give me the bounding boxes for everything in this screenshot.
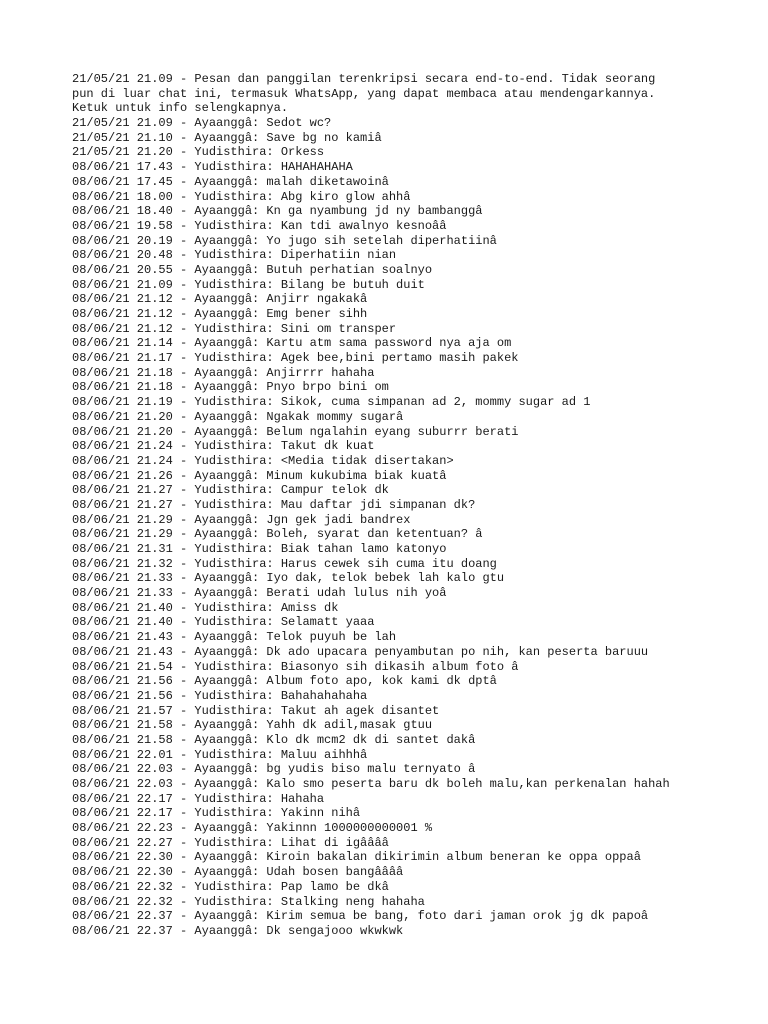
- chat-line: 08/06/21 21.12 - Yudisthira: Sini om transper: [72, 321, 397, 336]
- chat-line: 08/06/21 22.03 - Ayaanggâ: Kalo smo peserta baru dk boleh malu,kan perkenalan hahah: [72, 777, 670, 791]
- chat-line: 08/06/21 21.57 - Yudisthira: Takut ah agek disantet: [72, 703, 440, 718]
- chat-line: 08/06/21 21.29 - Ayaanggâ: Boleh, syarat dan ketentuan? â: [72, 527, 483, 542]
- chat-line: 08/06/21 21.33 - Ayaanggâ: Iyo dak, telok bebek lah kalo gtu: [72, 571, 505, 586]
- chat-line: 08/06/21 21.18 - Ayaanggâ: Pnyo brpo bini om: [72, 380, 389, 395]
- chat-line: 08/06/21 22.37 - Ayaanggâ: Dk sengajooo wkwkwk: [72, 923, 404, 938]
- chat-line: 08/06/21 21.18 - Ayaanggâ: Anjirrrr hahaha: [72, 365, 375, 380]
- chat-line: 08/06/21 22.03 - Ayaanggâ: bg yudis biso malu ternyato â: [72, 762, 476, 777]
- chat-line: 08/06/21 18.00 - Yudisthira: Abg kiro glow ahhâ: [72, 189, 411, 204]
- chat-line: 21/05/21 21.09 - Pesan dan panggilan terenkripsi secara end-to-end. Tidak seorang: [72, 72, 656, 86]
- chat-line: 08/06/21 22.32 - Yudisthira: Stalking neng hahaha: [72, 894, 425, 909]
- chat-line: 08/06/21 21.20 - Ayaanggâ: Ngakak mommy sugarâ: [72, 409, 404, 424]
- chat-line: 08/06/21 19.58 - Yudisthira: Kan tdi awalnyo kesnoââ: [72, 218, 447, 233]
- chat-line: 08/06/21 21.40 - Yudisthira: Amiss dk: [72, 600, 339, 615]
- chat-line: 08/06/21 22.37 - Ayaanggâ: Kirim semua be bang, foto dari jaman orok jg dk papoâ: [72, 909, 649, 924]
- chat-line: 08/06/21 21.31 - Yudisthira: Biak tahan lamo katonyo: [72, 542, 447, 556]
- chat-line: 21/05/21 21.20 - Yudisthira: Orkess: [72, 145, 325, 160]
- chat-line: 08/06/21 20.19 - Ayaanggâ: Yo jugo sih setelah diperhatiinâ: [72, 233, 497, 248]
- chat-line: 08/06/21 22.27 - Yudisthira: Lihat di igââââ: [72, 835, 389, 850]
- chat-line: 08/06/21 21.24 - Yudisthira: Takut dk kuat: [72, 439, 375, 454]
- chat-line: 08/06/21 22.17 - Yudisthira: Yakinn nihâ: [72, 806, 361, 821]
- chat-line: 08/06/21 22.30 - Ayaanggâ: Kiroin bakalan dikirimin album beneran ke oppa oppaâ: [72, 850, 641, 865]
- chat-line: 08/06/21 22.01 - Yudisthira: Maluu aihhhâ: [72, 747, 368, 762]
- chat-line: pun di luar chat ini, termasuk WhatsApp, yang dapat membaca atau mendengarkannya.: [72, 86, 656, 101]
- chat-line: 08/06/21 21.09 - Yudisthira: Bilang be butuh duit: [72, 277, 425, 292]
- chat-line: 21/05/21 21.10 - Ayaanggâ: Save bg no kamiâ: [72, 130, 382, 145]
- chat-line: 08/06/21 20.48 - Yudisthira: Diperhatiin nian: [72, 248, 397, 263]
- chat-line: Ketuk untuk info selengkapnya.: [72, 101, 289, 116]
- chat-line: 08/06/21 18.40 - Ayaanggâ: Kn ga nyambung jd ny bambanggâ: [72, 204, 483, 219]
- chat-line: 08/06/21 21.43 - Ayaanggâ: Telok puyuh be lah: [72, 630, 397, 645]
- chat-line: 08/06/21 21.19 - Yudisthira: Sikok, cuma simpanan ad 2, mommy sugar ad 1: [72, 395, 591, 410]
- chat-line: 08/06/21 21.40 - Yudisthira: Selamatt yaaa: [72, 615, 375, 630]
- chat-line: 08/06/21 21.29 - Ayaanggâ: Jgn gek jadi bandrex: [72, 512, 411, 527]
- chat-line: 08/06/21 21.33 - Ayaanggâ: Berati udah lulus nih yoâ: [72, 586, 447, 601]
- chat-line: 08/06/21 21.12 - Ayaanggâ: Anjirr ngakakâ: [72, 292, 368, 307]
- chat-line: 08/06/21 21.58 - Ayaanggâ: Klo dk mcm2 dk di santet dakâ: [72, 732, 476, 747]
- chat-line: 08/06/21 21.27 - Yudisthira: Campur telok dk: [72, 483, 389, 498]
- chat-line: 08/06/21 22.17 - Yudisthira: Hahaha: [72, 791, 325, 806]
- chat-line: 08/06/21 21.43 - Ayaanggâ: Dk ado upacara penyambutan po nih, kan peserta baruuu: [72, 644, 649, 659]
- chat-line: 08/06/21 21.56 - Ayaanggâ: Album foto apo, kok kami dk dptâ: [72, 674, 497, 689]
- chat-line: 08/06/21 17.45 - Ayaanggâ: malah diketawoinâ: [72, 174, 389, 189]
- chat-line: 08/06/21 21.58 - Ayaanggâ: Yahh dk adil,masak gtuu: [72, 718, 433, 733]
- chat-line: 08/06/21 22.23 - Ayaanggâ: Yakinnn 1000000000001 %: [72, 821, 433, 836]
- chat-line: 08/06/21 21.27 - Yudisthira: Mau daftar jdi simpanan dk?: [72, 497, 476, 512]
- chat-line: 08/06/21 22.30 - Ayaanggâ: Udah bosen bangââââ: [72, 865, 404, 880]
- chat-line: 08/06/21 21.17 - Yudisthira: Agek bee,bini pertamo masih pakek: [72, 351, 519, 366]
- chat-line: 08/06/21 21.12 - Ayaanggâ: Emg bener sihh: [72, 307, 368, 321]
- chat-line: 08/06/21 20.55 - Ayaanggâ: Butuh perhatian soalnyo: [72, 262, 433, 277]
- chat-line: 08/06/21 21.56 - Yudisthira: Bahahahahaha: [72, 688, 368, 703]
- chat-line: 08/06/21 21.32 - Yudisthira: Harus cewek sih cuma itu doang: [72, 556, 497, 571]
- chat-log-text: [72, 72, 712, 939]
- chat-line: 08/06/21 21.14 - Ayaanggâ: Kartu atm sama password nya aja om: [72, 336, 512, 351]
- chat-line: 08/06/21 21.24 - Yudisthira: <Media tidak disertakan>: [72, 453, 454, 468]
- chat-line: 08/06/21 21.26 - Ayaanggâ: Minum kukubima biak kuatâ: [72, 468, 447, 483]
- chat-line: 08/06/21 17.43 - Yudisthira: HAHAHAHAHA: [72, 160, 353, 175]
- chat-line: 08/06/21 22.32 - Yudisthira: Pap lamo be dkâ: [72, 879, 389, 894]
- chat-line: 08/06/21 21.54 - Yudisthira: Biasonyo sih dikasih album foto â: [72, 659, 519, 674]
- chat-line: 21/05/21 21.09 - Ayaanggâ: Sedot wc?: [72, 116, 332, 131]
- chat-line: 08/06/21 21.20 - Ayaanggâ: Belum ngalahin eyang suburrr berati: [72, 424, 519, 439]
